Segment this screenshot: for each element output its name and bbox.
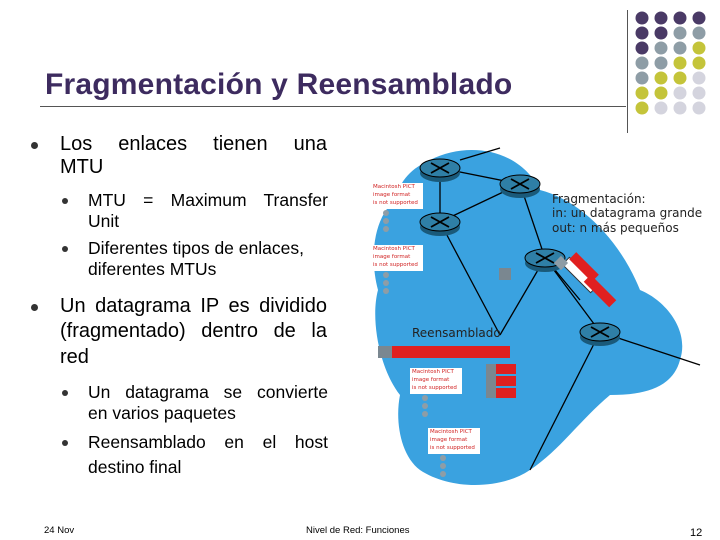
host-disc-icon — [383, 218, 389, 224]
bullet-2-line-1: Un datagrama IP es dividido — [60, 295, 327, 317]
decorative-dot — [655, 87, 668, 100]
router-icon — [500, 175, 540, 198]
bullet-marker — [31, 142, 38, 149]
decorative-dot — [674, 57, 687, 70]
host-disc-icon — [440, 471, 446, 477]
decorative-dot — [636, 102, 649, 115]
slide-title: Fragmentación y Reensamblado — [45, 68, 513, 101]
sub-bullet-marker — [62, 390, 68, 396]
host-placeholder-text: Macintosh PICT — [430, 429, 472, 435]
host-placeholder-text: image format — [412, 377, 450, 383]
fragmentation-caption-out: out: n más pequeños — [552, 221, 679, 235]
bullet-2-line-3: red — [60, 346, 89, 368]
host-disc-icon — [422, 403, 428, 409]
host-placeholder-text: Macintosh PICT — [373, 184, 415, 190]
decorative-dot — [674, 102, 687, 115]
host-placeholder-text: image format — [430, 437, 468, 443]
decorative-dot — [655, 42, 668, 55]
sub-bullet-3-line-2: en varios paquetes — [88, 403, 236, 423]
fragmentation-caption-title: Fragmentación: — [552, 192, 646, 206]
sub-bullet-2-line-2: diferentes MTUs — [88, 259, 217, 279]
host-placeholder-text: is not supported — [373, 262, 418, 268]
reassembly-label: Reensamblado — [412, 326, 501, 340]
decorative-dot — [693, 57, 706, 70]
decorative-dot — [655, 57, 668, 70]
host-disc-icon — [422, 411, 428, 417]
host-disc-icon — [383, 280, 389, 286]
bullet-2-line-2: (fragmentado) dentro de la — [60, 320, 327, 342]
host-disc-icon — [383, 210, 389, 216]
decorative-dot — [636, 12, 649, 25]
router-icon — [420, 213, 460, 236]
decorative-dot — [636, 27, 649, 40]
decorative-dot — [693, 87, 706, 100]
decorative-dot — [636, 42, 649, 55]
sub-bullet-2-line-1: Diferentes tipos de enlaces, — [88, 238, 304, 258]
bullet-1-line-1: Los enlaces tienen una — [60, 133, 327, 155]
decorative-dot — [636, 57, 649, 70]
fragmentation-network-diagram — [360, 145, 712, 490]
title-vertical-rule — [627, 10, 628, 133]
fragmentation-caption-in: in: un datagrama grande — [552, 206, 703, 220]
decorative-dot-grid — [624, 10, 720, 120]
sub-bullet-1-line-2: Unit — [88, 211, 120, 231]
host-placeholder-text: is not supported — [373, 200, 418, 206]
host-placeholder-text: Macintosh PICT — [373, 246, 415, 252]
router-icon — [580, 323, 620, 346]
host-disc-icon — [440, 455, 446, 461]
bullet-1-line-2: MTU — [60, 156, 104, 178]
host-placeholder-text: is not supported — [430, 445, 475, 451]
host-disc-icon — [383, 226, 389, 232]
host-placeholder-text: image format — [373, 254, 411, 260]
decorative-dot — [655, 12, 668, 25]
host-disc-icon — [422, 395, 428, 401]
decorative-dot — [636, 72, 649, 85]
host-placeholder-text: Macintosh PICT — [412, 369, 454, 375]
page-number: 12 — [690, 527, 703, 539]
host-placeholder-text: is not supported — [412, 385, 457, 391]
title-horizontal-rule — [40, 106, 626, 107]
sub-bullet-4-line-2: destino final — [88, 457, 182, 477]
decorative-dot — [674, 27, 687, 40]
footer-title: Nivel de Red: Funciones — [306, 525, 410, 536]
sub-bullet-3-line-1: Un datagrama se convierte — [88, 382, 328, 402]
decorative-dot — [693, 12, 706, 25]
decorative-dot — [693, 102, 706, 115]
decorative-dot — [674, 42, 687, 55]
decorative-dot — [655, 102, 668, 115]
decorative-dot — [693, 27, 706, 40]
decorative-dot — [674, 87, 687, 100]
footer-date: 24 Nov — [44, 525, 75, 536]
decorative-dot — [655, 27, 668, 40]
host-placeholder-text: image format — [373, 192, 411, 198]
decorative-dot — [655, 72, 668, 85]
host-disc-icon — [440, 463, 446, 469]
router-icon — [420, 159, 460, 182]
sub-bullet-marker — [62, 246, 68, 252]
decorative-dot — [674, 72, 687, 85]
sub-bullet-marker — [62, 440, 68, 446]
sub-bullet-4-line-1: Reensamblado en el host — [88, 432, 328, 452]
decorative-dot — [636, 87, 649, 100]
sub-bullet-marker — [62, 198, 68, 204]
bullet-marker — [31, 304, 38, 311]
decorative-dot — [693, 42, 706, 55]
host-disc-icon — [383, 288, 389, 294]
sub-bullet-1-line-1: MTU = Maximum Transfer — [88, 190, 328, 210]
decorative-dot — [674, 12, 687, 25]
host-disc-icon — [383, 272, 389, 278]
decorative-dot — [693, 72, 706, 85]
